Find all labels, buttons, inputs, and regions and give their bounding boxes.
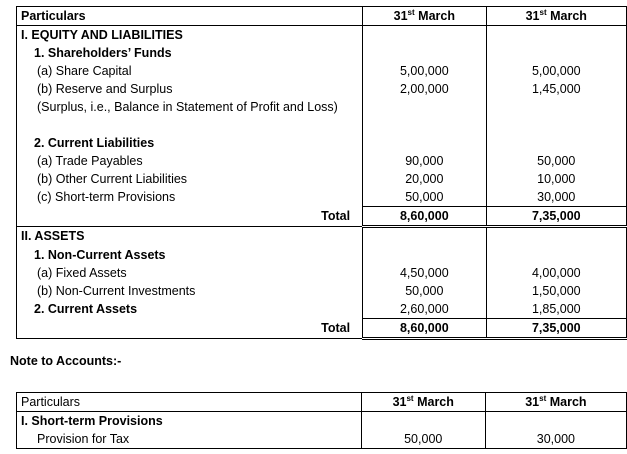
header-particulars: Particulars (17, 393, 362, 412)
row-value-1: 2,00,000 (363, 80, 486, 98)
row-label: 2. Current Assets (17, 300, 363, 319)
subheading-non-current-assets: 1. Non-Current Assets (17, 246, 363, 264)
table-row (17, 300, 627, 319)
row-value-2: 10,000 (486, 170, 626, 188)
row-label: Provision for Tax (17, 430, 362, 449)
row-value-2: 5,00,000 (486, 62, 626, 80)
header-year-1: 31st March (361, 393, 485, 412)
subheading-current-liabilities: 2. Current Liabilities (17, 134, 363, 152)
reserve-note: (Surplus, i.e., Balance in Statement of Profit and Loss) (17, 98, 363, 134)
table-row (17, 26, 627, 45)
row-value-1: 50,000 (363, 282, 486, 300)
table-row (17, 188, 627, 207)
table-row (17, 264, 627, 282)
total-value-2: 7,35,000 (486, 319, 626, 339)
table-row (17, 412, 627, 431)
row-value-1: 4,50,000 (363, 264, 486, 282)
table-row (17, 98, 627, 134)
row-label: (a) Share Capital (17, 62, 363, 80)
row-value-1: 50,000 (363, 188, 486, 207)
note-table (16, 392, 627, 449)
row-label: (b) Non-Current Investments (17, 282, 363, 300)
total-value-2: 7,35,000 (486, 207, 626, 227)
header-year-2: 31st March (486, 7, 626, 26)
table-row (17, 282, 627, 300)
row-label: (b) Reserve and Surplus (17, 80, 363, 98)
row-label: (a) Fixed Assets (17, 264, 363, 282)
row-label: (a) Trade Payables (17, 152, 363, 170)
row-label: (c) Short-term Provisions (17, 188, 363, 207)
section-title-assets: II. ASSETS (17, 227, 363, 247)
total-row-assets (17, 319, 627, 339)
table-row (17, 227, 627, 247)
row-value-2: 1,85,000 (486, 300, 626, 319)
row-value-1: 90,000 (363, 152, 486, 170)
row-value-1: 50,000 (361, 430, 485, 449)
table-row (17, 430, 627, 449)
table-row (17, 152, 627, 170)
subheading-shareholders-funds: 1. Shareholders’ Funds (17, 44, 363, 62)
row-value-2: 30,000 (485, 430, 626, 449)
table-row (17, 80, 627, 98)
section-title-equity: I. EQUITY AND LIABILITIES (17, 26, 363, 45)
note-section-title: I. Short-term Provisions (17, 412, 362, 431)
row-value-2: 50,000 (486, 152, 626, 170)
total-row-equity (17, 207, 627, 227)
table-row (17, 44, 627, 62)
header-year-2: 31st March (485, 393, 626, 412)
table-header-row (17, 7, 627, 26)
total-value-1: 8,60,000 (363, 207, 486, 227)
table-row (17, 134, 627, 152)
row-value-1: 2,60,000 (363, 300, 486, 319)
row-value-1: 20,000 (363, 170, 486, 188)
row-label: (b) Other Current Liabilities (17, 170, 363, 188)
row-value-1: 5,00,000 (363, 62, 486, 80)
header-particulars: Particulars (17, 7, 363, 26)
row-value-2: 1,50,000 (486, 282, 626, 300)
table-row (17, 62, 627, 80)
row-value-2: 30,000 (486, 188, 626, 207)
balance-sheet-table (16, 6, 627, 340)
note-title: Note to Accounts:- (10, 354, 122, 368)
table-row (17, 246, 627, 264)
row-value-2: 1,45,000 (486, 80, 626, 98)
total-value-1: 8,60,000 (363, 319, 486, 339)
table-row (17, 170, 627, 188)
header-year-1: 31st March (363, 7, 486, 26)
total-label: Total (17, 319, 363, 339)
row-value-2: 4,00,000 (486, 264, 626, 282)
total-label: Total (17, 207, 363, 227)
note-header-row (17, 393, 627, 412)
